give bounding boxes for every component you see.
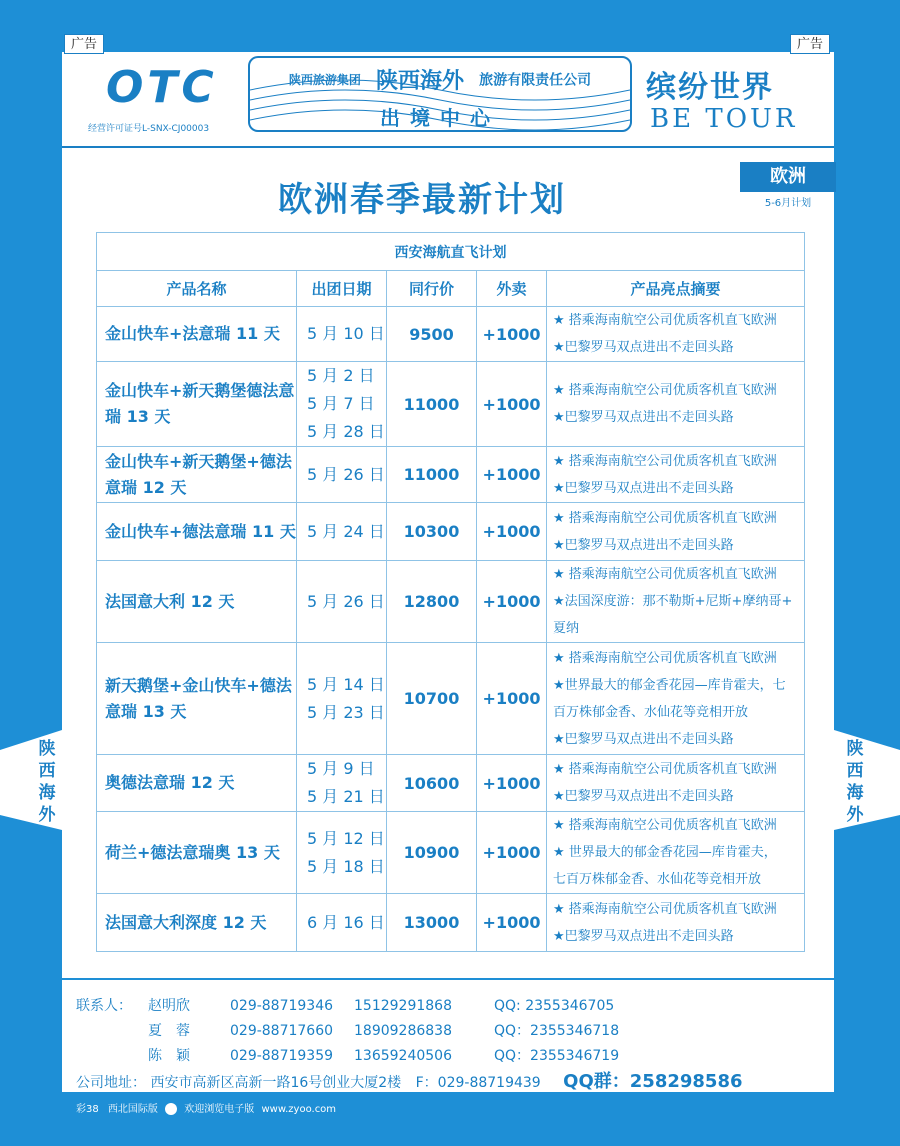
publisher-logo-icon: [165, 1103, 177, 1115]
contact-name: 赵明欣: [148, 998, 190, 1014]
trade-price-cell: 12800: [387, 561, 477, 643]
depart-date-cell: [297, 894, 387, 952]
highlight-line: ★巴黎罗马双点进出不走回头路: [553, 731, 734, 747]
header-depart-date: 出团日期: [297, 271, 387, 307]
table-row: [97, 362, 805, 447]
depart-date: 5 月 28 日: [307, 422, 385, 441]
retail-markup-cell: +1000: [477, 561, 547, 643]
contact-label: 联系人：: [76, 998, 132, 1014]
retail-markup-cell: +1000: [477, 755, 547, 812]
product-name-cell: 奥德法意瑞 12 天: [97, 755, 297, 812]
brand-name: 陕西海外: [376, 68, 465, 94]
contact-row: [76, 1044, 834, 1069]
contact-qq: QQ：2355346718: [494, 1023, 620, 1039]
company-address: 公司地址： 西安市高新区高新一路16号创业大厦2楼: [76, 1075, 402, 1091]
ad-tag-left: 广告: [64, 34, 104, 54]
highlights-cell: [547, 894, 805, 952]
depart-date: 5 月 10 日: [307, 324, 385, 343]
table-row: [97, 812, 805, 894]
product-name-cell: 新天鹅堡+金山快车+德法意瑞 13 天: [97, 643, 297, 755]
header-product-name: 产品名称: [97, 271, 297, 307]
table-caption: 西安海航直飞计划: [97, 233, 805, 271]
highlight-line: 七百万株郁金香、水仙花等竞相开放: [553, 872, 762, 887]
contact-mobile: 18909286838: [354, 1023, 452, 1039]
depart-date: 6 月 16 日: [307, 912, 385, 932]
depart-date-cell: [297, 561, 387, 643]
retail-markup-cell: +1000: [477, 447, 547, 503]
highlight-line: 百万株郁金香、水仙花等竞相开放: [553, 704, 749, 720]
depart-date-cell: [297, 643, 387, 755]
depart-date: 5 月 24 日: [307, 521, 385, 541]
product-name-cell: 法国意大利 12 天: [97, 561, 297, 643]
depart-date-cell: [297, 447, 387, 503]
highlight-line: ★ 搭乘海南航空公司优质客机直飞欧洲: [553, 453, 777, 469]
region-subtitle: 5-6月计划: [764, 198, 812, 209]
header-trade-price: 同行价: [387, 271, 477, 307]
table-row: [97, 503, 805, 561]
highlight-line: ★巴黎罗马双点进出不走回头路: [553, 789, 734, 804]
product-name-cell: 金山快车+德法意瑞 11 天: [97, 503, 297, 561]
company-banner: [248, 56, 632, 132]
highlights-cell: [547, 362, 805, 447]
depart-date: 5 月 23 日: [307, 702, 385, 722]
highlight-line: ★世界最大的郁金香花园—库肯霍夫，七: [553, 677, 786, 693]
trade-price-cell: 9500: [387, 307, 477, 362]
welcome-text: 欢迎浏览电子版: [184, 1104, 255, 1115]
address-row: [76, 1069, 834, 1095]
depart-date-cell: [297, 503, 387, 561]
page-title: 欧洲春季最新计划: [278, 180, 566, 220]
contact-row: [76, 994, 834, 1019]
retail-markup-cell: +1000: [477, 812, 547, 894]
contact-name: 夏 蓉: [148, 1023, 190, 1039]
table-row: [97, 561, 805, 643]
trade-price-cell: 11000: [387, 362, 477, 447]
table-row: [97, 894, 805, 952]
product-name-cell: 法国意大利深度 12 天: [97, 894, 297, 952]
highlight-line: ★ 搭乘海南航空公司优质客机直飞欧洲: [553, 650, 777, 666]
highlight-line: ★法国深度游：那不勒斯+尼斯+摩纳哥+: [553, 594, 793, 609]
highlights-cell: [547, 447, 805, 503]
license-number: 经营许可证号L-SNX-CJ00003: [88, 124, 210, 134]
depart-date: 5 月 12 日: [307, 828, 385, 848]
highlights-cell: [547, 503, 805, 561]
trade-price-cell: 10600: [387, 755, 477, 812]
region-badge: 欧洲: [740, 162, 836, 192]
highlight-line: ★巴黎罗马双点进出不走回头路: [553, 928, 734, 944]
product-name-cell: 金山快车+新天鹅堡+德法意瑞 12 天: [97, 447, 297, 503]
group-name: 陕西旅游集团: [288, 73, 361, 87]
depart-date: 5 月 26 日: [307, 464, 385, 484]
depart-date: 5 月 7 日: [307, 394, 375, 413]
trade-price-cell: 11000: [387, 447, 477, 503]
depart-date: 5 月 18 日: [307, 856, 385, 876]
contact-tel: 029-88719346: [230, 998, 334, 1014]
trade-price-cell: 10900: [387, 812, 477, 894]
retail-markup-cell: +1000: [477, 894, 547, 952]
company-name: 旅游有限责任公司: [479, 72, 592, 89]
highlight-line: ★巴黎罗马双点进出不走回头路: [553, 340, 734, 355]
highlight-line: ★ 搭乘海南航空公司优质客机直飞欧洲: [553, 818, 777, 833]
contact-row: [76, 1019, 834, 1044]
highlight-line: ★ 搭乘海南航空公司优质客机直飞欧洲: [553, 901, 777, 917]
table-row: [97, 307, 805, 362]
be-tour-logo-cn: 缤纷世界: [646, 70, 774, 105]
table-row: [97, 643, 805, 755]
highlights-cell: [547, 755, 805, 812]
depart-date: 5 月 2 日: [307, 366, 375, 385]
center-name: 出境中心: [380, 106, 500, 130]
contact-tel: 029-88719359: [230, 1048, 334, 1064]
depart-date-cell: [297, 812, 387, 894]
retail-markup-cell: +1000: [477, 503, 547, 561]
page-footer: [76, 1102, 336, 1118]
depart-date-cell: [297, 362, 387, 447]
trade-price-cell: 10700: [387, 643, 477, 755]
highlight-line: ★巴黎罗马双点进出不走回头路: [553, 537, 734, 553]
be-tour-logo-en: BE TOUR: [650, 104, 798, 134]
side-label-right: 陕 西 海 外: [846, 739, 864, 825]
ad-tag-right: 广告: [790, 34, 830, 54]
product-name-cell: 金山快车+法意瑞 11 天: [97, 307, 297, 362]
retail-markup-cell: +1000: [477, 307, 547, 362]
highlight-line: ★ 搭乘海南航空公司优质客机直飞欧洲: [553, 313, 777, 328]
contact-mobile: 15129291868: [354, 998, 452, 1014]
highlight-line: ★巴黎罗马双点进出不走回头路: [553, 410, 734, 425]
side-label-left: 陕 西 海 外: [38, 739, 56, 825]
depart-date: 5 月 21 日: [307, 787, 385, 806]
product-name-cell: 荷兰+德法意瑞奥 13 天: [97, 812, 297, 894]
header-retail-markup: 外卖: [477, 271, 547, 307]
depart-date: 5 月 14 日: [307, 674, 385, 694]
depart-date-cell: [297, 307, 387, 362]
qq-group: QQ群：258298586: [563, 1071, 743, 1092]
highlights-cell: [547, 812, 805, 894]
contact-name: 陈 颖: [148, 1048, 190, 1064]
site-url[interactable]: www.zyoo.com: [261, 1104, 337, 1115]
contact-mobile: 13659240506: [354, 1048, 452, 1064]
highlight-line: 夏纳: [553, 621, 580, 636]
otc-logo: OTC: [106, 62, 218, 113]
retail-markup-cell: +1000: [477, 362, 547, 447]
highlight-line: ★ 世界最大的郁金香花园—库肯霍夫，: [553, 845, 777, 860]
product-name-cell: 金山快车+新天鹅堡德法意瑞 13 天: [97, 362, 297, 447]
tour-plan-table: [96, 232, 805, 952]
depart-date-cell: [297, 755, 387, 812]
highlight-line: ★ 搭乘海南航空公司优质客机直飞欧洲: [553, 567, 777, 582]
trade-price-cell: 13000: [387, 894, 477, 952]
highlight-line: ★ 搭乘海南航空公司优质客机直飞欧洲: [553, 762, 777, 777]
header-highlights: 产品亮点摘要: [547, 271, 805, 307]
contact-info: [76, 994, 834, 1095]
highlight-line: ★ 搭乘海南航空公司优质客机直飞欧洲: [553, 383, 777, 398]
trade-price-cell: 10300: [387, 503, 477, 561]
page-number: 彩38: [76, 1104, 99, 1115]
highlight-line: ★巴黎罗马双点进出不走回头路: [553, 480, 734, 496]
depart-date: 5 月 26 日: [307, 591, 385, 611]
company-fax: F：029-88719439: [415, 1075, 541, 1091]
depart-date: 5 月 9 日: [307, 759, 375, 778]
contact-qq: QQ: 2355346705: [494, 998, 615, 1014]
edition-name: 西北国际版: [107, 1104, 158, 1115]
table-row: [97, 447, 805, 503]
highlights-cell: [547, 561, 805, 643]
table-row: [97, 755, 805, 812]
contact-tel: 029-88717660: [230, 1023, 334, 1039]
highlight-line: ★ 搭乘海南航空公司优质客机直飞欧洲: [553, 510, 777, 526]
highlights-cell: [547, 643, 805, 755]
contact-qq: QQ：2355346719: [494, 1048, 620, 1064]
highlights-cell: [547, 307, 805, 362]
retail-markup-cell: +1000: [477, 643, 547, 755]
